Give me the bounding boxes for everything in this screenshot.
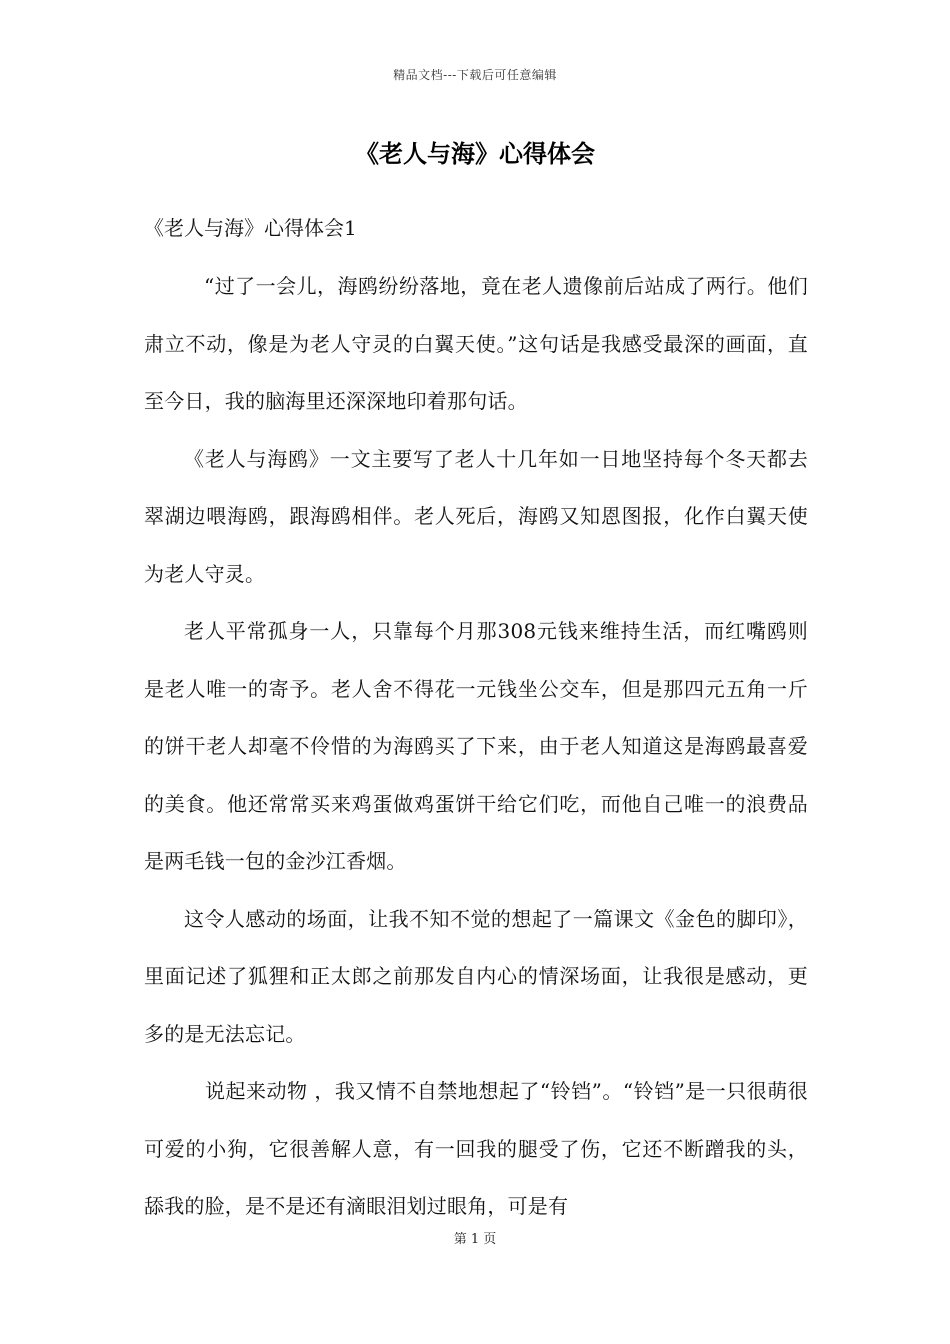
document-body: [144, 258, 808, 1236]
paragraph: 《老人与海鸥》一文主要写了老人十几年如一日地坚持每个冬天都去翠湖边喂海鸥，跟海鸥相伴。老人死后，海鸥又知恩图报，化作白翼天使为老人守灵。: [144, 446, 808, 586]
paragraph: 这令人感动的场面，让我不知不觉的想起了一篇课文《金色的脚印》，里面记述了狐狸和正太郎之前那发自内心的情深场面，让我很是感动，更多的是无法忘记。: [144, 906, 808, 1046]
section-subtitle: 《老人与海》心得体会1: [144, 216, 357, 240]
page-footer: 第 1 页: [453, 1232, 497, 1247]
paragraph: “过了一会儿，海鸥纷纷落地，竟在老人遗像前后站成了两行。他们肃立不动，像是为老人守灵的白翼天使。”这句话是我感受最深的画面，直至今日，我的脑海里还深深地印着那句话。: [144, 274, 808, 413]
document-title: 《老人与海》心得体会: [355, 139, 595, 168]
paragraph: 说起来动物 ，我又情不自禁地想起了“铃铛”。“铃铛”是一只很萌很可爱的小狗，它很善解人意，有一回我的腿受了伤，它还不断蹭我的头，舔我的脸，是不是还有滴眼泪划过眼角，可是有: [144, 1079, 808, 1218]
paragraph: 老人平常孤身一人，只靠每个月那308元钱来维持生活，而红嘴鸥则是老人唯一的寄予。老人舍不得花一元钱坐公交车，但是那四元五角一斤的饼干老人却毫不伶惜的为海鸥买了下来，由于老人知道这是海鸥最喜爱的美食。他还常常买来鸡蛋做鸡蛋饼干给它们吃，而他自己唯一的浪费品是两毛钱一包的金沙江香烟。: [144, 619, 808, 873]
page-header: 精品文档---下载后可任意编辑: [393, 68, 557, 82]
